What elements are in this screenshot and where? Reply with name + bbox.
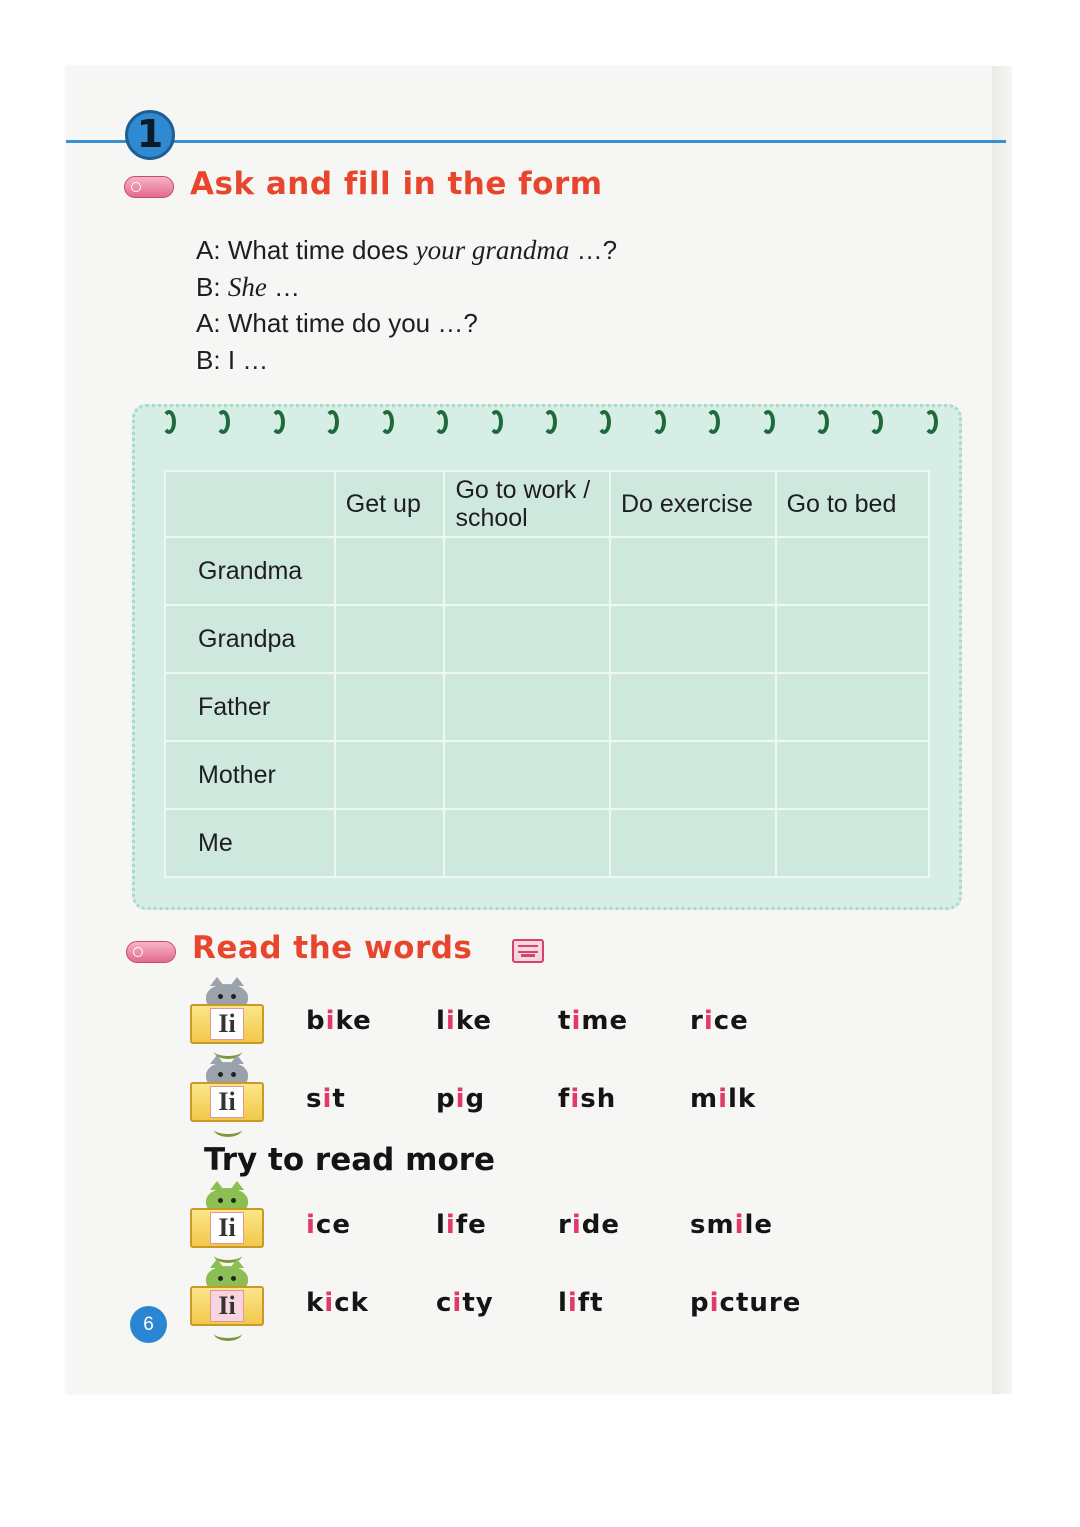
unit-number-badge bbox=[125, 110, 175, 160]
letter-badge bbox=[186, 1062, 268, 1142]
ring-icon bbox=[489, 408, 507, 438]
dialog-line bbox=[196, 305, 617, 342]
form-cell[interactable] bbox=[776, 741, 929, 809]
dialog-italic: She bbox=[227, 271, 267, 302]
form-cell[interactable] bbox=[444, 741, 610, 809]
word: picture bbox=[690, 1288, 802, 1318]
form-cell[interactable] bbox=[610, 809, 776, 877]
row-header: Grandpa bbox=[165, 605, 335, 673]
form-cell[interactable] bbox=[610, 605, 776, 673]
table-row bbox=[165, 809, 929, 877]
ring-icon bbox=[815, 408, 833, 438]
word: lift bbox=[558, 1288, 604, 1318]
row-header: Father bbox=[165, 673, 335, 741]
ring-icon bbox=[924, 408, 942, 438]
form-cell[interactable] bbox=[776, 673, 929, 741]
schedule-form-table bbox=[164, 470, 930, 878]
ring-icon bbox=[216, 408, 234, 438]
letter-badge bbox=[186, 984, 268, 1064]
word: life bbox=[436, 1210, 487, 1240]
column-header: Go to work / school bbox=[444, 471, 610, 537]
table-row bbox=[165, 537, 929, 605]
word: ride bbox=[558, 1210, 620, 1240]
ring-icon bbox=[162, 408, 180, 438]
ring-icon bbox=[706, 408, 724, 438]
dialog-text: I … bbox=[227, 344, 269, 375]
binder-rings bbox=[162, 408, 942, 442]
letter-label: Ii bbox=[210, 1290, 243, 1322]
word-row bbox=[186, 1062, 946, 1142]
form-cell[interactable] bbox=[610, 741, 776, 809]
grass-icon bbox=[214, 1326, 242, 1341]
dialog-speaker: B: bbox=[196, 271, 221, 302]
dialog-block bbox=[196, 232, 617, 378]
word: smile bbox=[690, 1210, 774, 1240]
ring-icon bbox=[597, 408, 615, 438]
pill-bullet-icon bbox=[126, 941, 176, 963]
dialog-speaker: B: bbox=[196, 344, 221, 375]
section-title-try: Try to read more bbox=[204, 1142, 496, 1178]
column-header: Get up bbox=[335, 471, 445, 537]
form-cell[interactable] bbox=[444, 809, 610, 877]
word: like bbox=[436, 1006, 493, 1036]
word: bike bbox=[306, 1006, 372, 1036]
letter-label: Ii bbox=[210, 1212, 243, 1244]
word: rice bbox=[690, 1006, 749, 1036]
ring-icon bbox=[761, 408, 779, 438]
ring-icon bbox=[543, 408, 561, 438]
form-cell[interactable] bbox=[444, 673, 610, 741]
form-cell[interactable] bbox=[776, 605, 929, 673]
unit-divider bbox=[66, 140, 1006, 143]
ring-icon bbox=[869, 408, 887, 438]
cassette-icon[interactable] bbox=[512, 939, 544, 963]
ring-icon bbox=[325, 408, 343, 438]
dialog-line bbox=[196, 269, 617, 306]
section-title-ask: Ask and fill in the form bbox=[190, 166, 603, 202]
dialog-speaker: A: bbox=[196, 235, 221, 265]
form-cell[interactable] bbox=[444, 605, 610, 673]
word: pig bbox=[436, 1084, 486, 1114]
dialog-text: What time does bbox=[227, 235, 409, 265]
form-cell[interactable] bbox=[444, 537, 610, 605]
word-row bbox=[186, 984, 946, 1064]
page-number: 6 bbox=[130, 1306, 167, 1343]
word: city bbox=[436, 1288, 494, 1318]
form-cell[interactable] bbox=[610, 537, 776, 605]
letter-label: Ii bbox=[210, 1008, 243, 1040]
form-cell[interactable] bbox=[776, 537, 929, 605]
ring-icon bbox=[380, 408, 398, 438]
row-header: Grandma bbox=[165, 537, 335, 605]
dialog-italic: your grandma bbox=[415, 235, 570, 265]
letter-sign bbox=[190, 1208, 264, 1248]
letter-sign bbox=[190, 1286, 264, 1326]
word: sit bbox=[306, 1084, 346, 1114]
table-header-row bbox=[165, 471, 929, 537]
word: kick bbox=[306, 1288, 369, 1318]
dialog-line bbox=[196, 232, 617, 269]
column-header: Do exercise bbox=[610, 471, 776, 537]
row-header: Mother bbox=[165, 741, 335, 809]
letter-badge bbox=[186, 1188, 268, 1268]
form-cell[interactable] bbox=[335, 741, 445, 809]
pill-bullet-icon bbox=[124, 176, 174, 198]
word: fish bbox=[558, 1084, 617, 1114]
dialog-line bbox=[196, 342, 617, 379]
dialog-tail: …? bbox=[576, 235, 618, 265]
table-row bbox=[165, 741, 929, 809]
row-header: Me bbox=[165, 809, 335, 877]
unit-number: 1 bbox=[136, 112, 164, 156]
dialog-tail: … bbox=[274, 271, 301, 302]
grass-icon bbox=[214, 1122, 242, 1137]
word: time bbox=[558, 1006, 629, 1036]
page-edge bbox=[992, 66, 1012, 1394]
dialog-speaker: A: bbox=[196, 308, 221, 338]
form-cell[interactable] bbox=[335, 809, 445, 877]
letter-label: Ii bbox=[210, 1086, 243, 1118]
word-row bbox=[186, 1266, 946, 1346]
form-cell[interactable] bbox=[335, 605, 445, 673]
column-header: Go to bed bbox=[776, 471, 929, 537]
ring-icon bbox=[271, 408, 289, 438]
form-cell[interactable] bbox=[335, 673, 445, 741]
form-cell[interactable] bbox=[776, 809, 929, 877]
word: ice bbox=[306, 1210, 351, 1240]
form-cell[interactable] bbox=[610, 673, 776, 741]
word-row bbox=[186, 1188, 946, 1268]
letter-sign bbox=[190, 1082, 264, 1122]
table-row bbox=[165, 673, 929, 741]
letter-badge bbox=[186, 1266, 268, 1346]
letter-sign bbox=[190, 1004, 264, 1044]
form-cell[interactable] bbox=[335, 537, 445, 605]
word: milk bbox=[690, 1084, 757, 1114]
ring-icon bbox=[652, 408, 670, 438]
section-title-read: Read the words bbox=[192, 930, 473, 966]
table-row bbox=[165, 605, 929, 673]
ring-icon bbox=[434, 408, 452, 438]
dialog-text: What time do you …? bbox=[227, 308, 478, 338]
table-corner-cell bbox=[165, 471, 335, 537]
